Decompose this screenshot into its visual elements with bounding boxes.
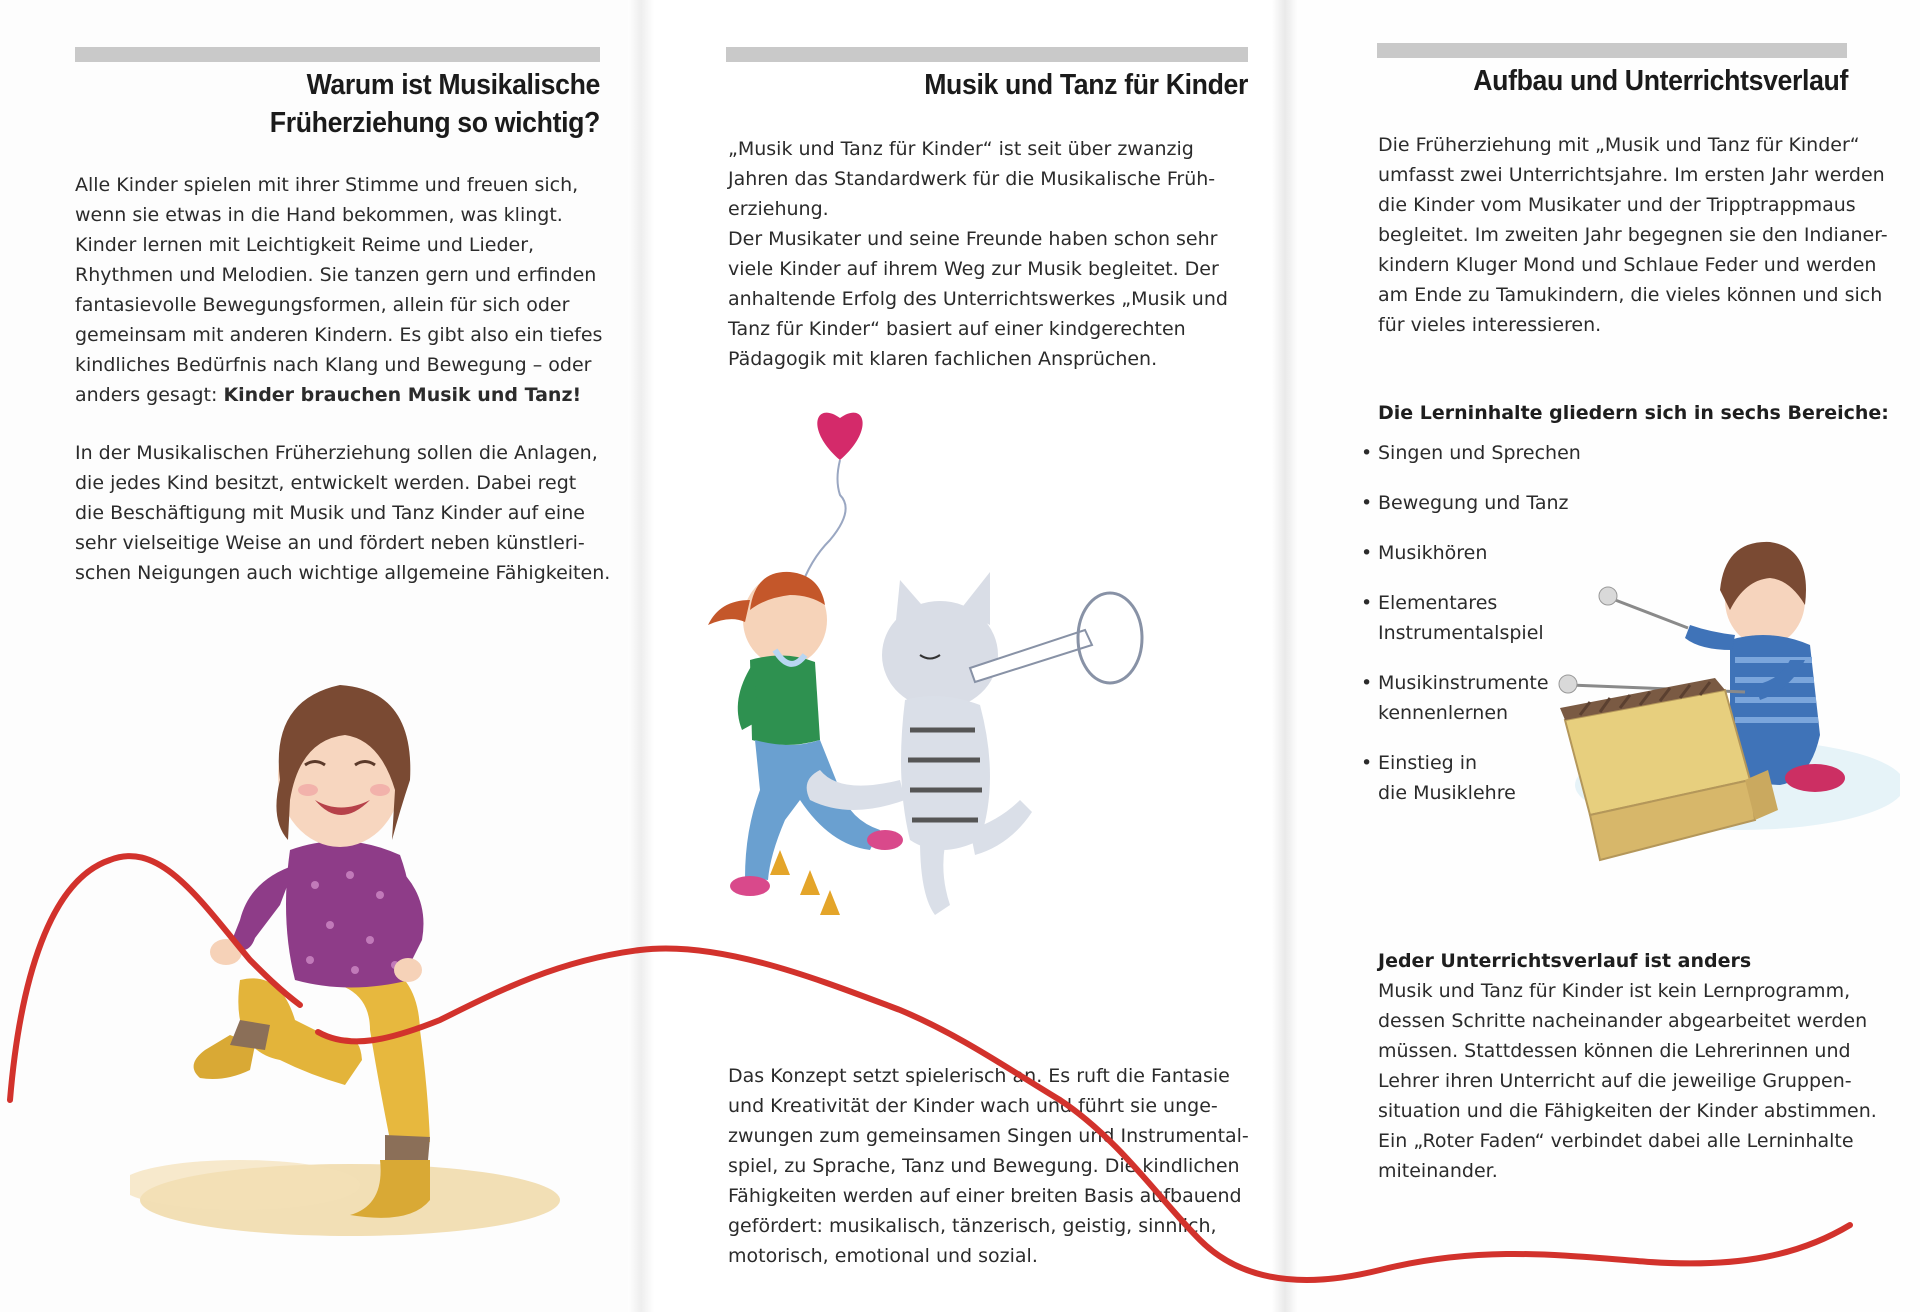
bullet-icon: • [1361, 672, 1373, 694]
list-item-text: Singen und Sprechen [1378, 442, 1581, 464]
text-line: erziehung. [728, 198, 829, 220]
text-line: Kinder lernen mit Leichtigkeit Reime und Lieder, [75, 234, 535, 256]
bullet-icon: • [1361, 542, 1373, 564]
text-line: „Musik und Tanz für Kinder“ ist seit über zwanzig [728, 138, 1194, 160]
text-line: Die Früherziehung mit „Musik und Tanz für Kinder“ [1378, 134, 1860, 156]
text-line: kindliches Bedürfnis nach Klang und Bewegung – oder [75, 354, 592, 376]
text-line: umfasst zwei Unterrichtsjahre. Im ersten Jahr werden [1378, 164, 1885, 186]
column-title: Musik und Tanz für Kinder [924, 69, 1248, 101]
text-line: und Kreativität der Kinder wach und führt sie unge- [728, 1095, 1218, 1117]
title-line: Warum ist Musikalische [306, 69, 600, 101]
list-item-text: Elementares [1378, 592, 1498, 614]
text-line: Pädagogik mit klaren fachlichen Ansprüchen. [728, 348, 1158, 370]
text-line: die jedes Kind besitzt, entwickelt werden. Dabei regt [75, 472, 577, 494]
text-line: die Kinder vom Musikater und der Tripptrappmaus [1378, 194, 1856, 216]
text-line: begleitet. Im zweiten Jahr begegnen sie den Indianer- [1378, 224, 1888, 246]
list-item-text: die Musiklehre [1378, 782, 1516, 804]
text-line: Ein „Roter Faden“ verbindet dabei alle Lerninhalte [1378, 1130, 1854, 1152]
text-line: miteinander. [1378, 1160, 1498, 1182]
list-item-text: kennenlernen [1378, 702, 1509, 724]
text-line: In der Musikalischen Früherziehung sollen die Anlagen, [75, 442, 598, 464]
list-item-text: Musikinstrumente [1378, 672, 1549, 694]
title-line: Früherziehung so wichtig? [269, 107, 600, 139]
text-line: anhaltende Erfolg des Unterrichtswerkes „Musik und [728, 288, 1228, 310]
text-line: motorisch, emotional und sozial. [728, 1245, 1038, 1267]
list-item-text: Musikhören [1378, 542, 1488, 564]
text-line: wenn sie etwas in die Hand bekommen, was klingt. [75, 204, 563, 226]
text-line: gemeinsam mit anderen Kindern. Es gibt also ein tiefes [75, 324, 603, 346]
text-line: gefördert: musikalisch, tänzerisch, geistig, sinnlich, [728, 1215, 1217, 1237]
section-heading: Die Lerninhalte gliedern sich in sechs Bereiche: [1378, 402, 1889, 424]
text-line: situation und die Fähigkeiten der Kinder abstimmen. [1378, 1100, 1877, 1122]
text-line: fantasievolle Bewegungsformen, allein für sich oder [75, 294, 570, 316]
bullet-icon: • [1361, 592, 1373, 614]
text-line: Das Konzept setzt spielerisch an. Es ruft die Fantasie [728, 1065, 1230, 1087]
text-line: spiel, zu Sprache, Tanz und Bewegung. Die kindlichen [728, 1155, 1240, 1177]
text-line: kindern Kluger Mond und Schlaue Feder und werden [1378, 254, 1877, 276]
text-line: Tanz für Kinder“ basiert auf einer kindgerechten [728, 318, 1186, 340]
text-line: Der Musikater und seine Freunde haben schon sehr [728, 228, 1218, 250]
text-line: müssen. Stattdessen können die Lehrerinnen und [1378, 1040, 1851, 1062]
text-line: zwungen zum gemeinsamen Singen und Instrumental- [728, 1125, 1249, 1147]
text-line: Alle Kinder spielen mit ihrer Stimme und freuen sich, [75, 174, 579, 196]
text-line: schen Neigungen auch wichtige allgemeine Fähigkeiten. [75, 562, 611, 584]
text-line: viele Kinder auf ihrem Weg zur Musik begleitet. Der [728, 258, 1219, 280]
text-line: Jahren das Standardwerk für die Musikalische Früh- [728, 168, 1216, 190]
text-line: Lehrer ihren Unterricht auf die jeweilige Gruppen- [1378, 1070, 1852, 1092]
text-line: am Ende zu Tamukindern, die vieles können und sich [1378, 284, 1883, 306]
bullet-icon: • [1361, 752, 1373, 774]
text-line: Rhythmen und Melodien. Sie tanzen gern und erfinden [75, 264, 597, 286]
text-line: Musik und Tanz für Kinder ist kein Lernprogramm, [1378, 980, 1851, 1002]
text-line: sehr vielseitige Weise an und fördert neben künstleri- [75, 532, 585, 554]
text-span: anders gesagt: [75, 384, 224, 406]
column-title: Aufbau und Unterrichtsverlauf [1473, 65, 1848, 97]
text-line: Fähigkeiten werden auf einer breiten Basis aufbauend [728, 1185, 1242, 1207]
text-line: für vieles interessieren. [1378, 314, 1602, 336]
bullet-icon: • [1361, 492, 1373, 514]
emphasis-text: Kinder brauchen Musik und Tanz! [223, 384, 582, 406]
red-thread-path [318, 948, 1850, 1280]
list-item-text: Instrumentalspiel [1378, 622, 1544, 644]
list-item-text: Einstieg in [1378, 752, 1478, 774]
text-line: dessen Schritte nacheinander abgearbeitet werden [1378, 1010, 1868, 1032]
list-item-text: Bewegung und Tanz [1378, 492, 1569, 514]
section-heading: Jeder Unterrichtsverlauf ist anders [1378, 950, 1752, 972]
text-line: die Beschäftigung mit Musik und Tanz Kinder auf eine [75, 502, 585, 524]
red-thread-path [10, 856, 300, 1100]
bullet-icon: • [1361, 442, 1373, 464]
